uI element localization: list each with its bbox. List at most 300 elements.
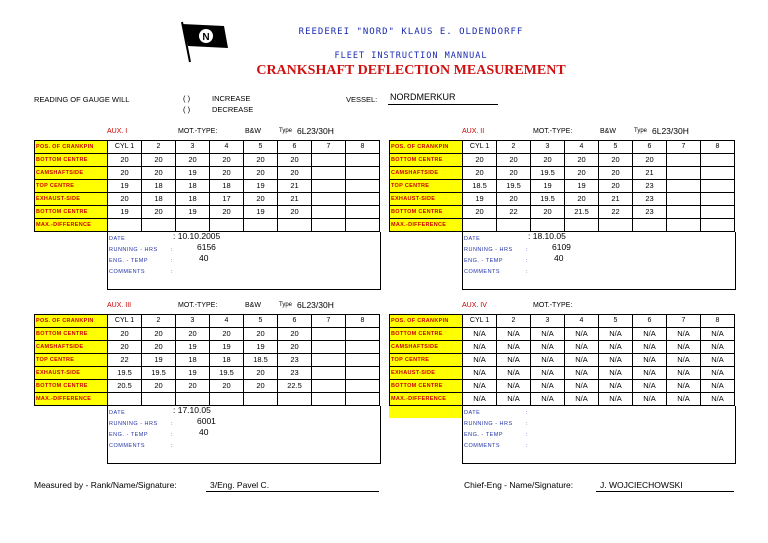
aux-name: AUX. II (462, 128, 485, 135)
comments-label: COMMENTS (109, 443, 146, 449)
running-hours-value[interactable]: 6156 (197, 242, 216, 252)
reading-cell[interactable]: 17 (210, 193, 244, 206)
engine-temp-value[interactable]: 40 (554, 253, 564, 263)
column-header: 6 (278, 315, 312, 328)
vessel-label: VESSEL: (346, 95, 378, 104)
reading-cell[interactable]: 20 (244, 328, 278, 341)
reading-cell[interactable]: 19 (142, 354, 176, 367)
reading-cell[interactable] (667, 180, 701, 193)
mot-type-label: MOT.-TYPE: (533, 128, 573, 135)
column-header: 4 (210, 141, 244, 154)
reading-cell[interactable]: N/A (701, 380, 735, 393)
colon-separator: : (171, 443, 174, 449)
reading-cell[interactable] (667, 219, 701, 232)
reading-cell[interactable]: 19 (244, 206, 278, 219)
reading-cell[interactable]: 20 (599, 154, 633, 167)
reading-cell[interactable]: N/A (633, 328, 667, 341)
reading-cell[interactable] (142, 393, 176, 406)
reading-cell[interactable]: 20 (142, 328, 176, 341)
reading-cell[interactable]: N/A (599, 354, 633, 367)
row-label: CAMSHAFTSIDE (390, 341, 463, 354)
comments-label: COMMENTS (109, 269, 146, 275)
increase-label: INCREASE (212, 94, 251, 103)
reading-cell[interactable] (346, 219, 380, 232)
table-row (35, 167, 380, 180)
chief-eng-label: Chief-Eng - Name/Signature: (464, 480, 574, 490)
reading-cell[interactable]: 19 (531, 180, 565, 193)
reading-cell[interactable] (346, 380, 380, 393)
reading-cell[interactable]: 20 (244, 167, 278, 180)
reading-cell[interactable]: 20 (142, 154, 176, 167)
reading-cell[interactable]: 19 (463, 193, 497, 206)
engine-type: 6L23/30H (297, 126, 334, 136)
reading-cell[interactable]: 20 (497, 154, 531, 167)
reading-cell[interactable] (108, 393, 142, 406)
reading-cell[interactable]: N/A (531, 328, 565, 341)
reading-cell[interactable]: N/A (463, 354, 497, 367)
aux-name: AUX. III (107, 302, 132, 309)
reading-cell[interactable]: 20 (176, 380, 210, 393)
chief-eng-value: J. WOJCIECHOWSKI (600, 480, 683, 490)
reading-cell[interactable]: N/A (599, 393, 633, 406)
reading-cell[interactable]: 19 (244, 341, 278, 354)
reading-cell[interactable] (346, 154, 380, 167)
info-box (107, 406, 381, 464)
reading-cell[interactable]: N/A (463, 393, 497, 406)
column-header: 5 (599, 315, 633, 328)
reading-cell[interactable]: 19 (176, 341, 210, 354)
reading-cell[interactable] (312, 206, 346, 219)
reading-cell[interactable]: 20 (108, 328, 142, 341)
column-header: 8 (346, 315, 380, 328)
reading-cell[interactable]: 20 (244, 193, 278, 206)
reading-cell[interactable]: N/A (599, 341, 633, 354)
reading-cell[interactable]: N/A (599, 328, 633, 341)
reading-cell[interactable] (701, 154, 735, 167)
table-row (35, 219, 380, 232)
reading-cell[interactable] (565, 219, 599, 232)
reading-cell[interactable] (312, 167, 346, 180)
column-header: 3 (176, 141, 210, 154)
reading-cell[interactable]: 20 (142, 341, 176, 354)
deflection-table (34, 140, 380, 232)
reading-cell[interactable]: 21.5 (565, 206, 599, 219)
reading-cell[interactable]: 20 (599, 180, 633, 193)
chief-eng-line (596, 491, 734, 492)
reading-cell[interactable]: 21 (278, 193, 312, 206)
reading-cell[interactable]: 21 (278, 180, 312, 193)
reading-cell[interactable]: N/A (633, 380, 667, 393)
reading-cell[interactable]: 18 (210, 354, 244, 367)
engine-make: B&W (245, 128, 261, 135)
reading-cell[interactable] (244, 393, 278, 406)
engine-type: 6L23/30H (652, 126, 689, 136)
reading-cell[interactable]: 22 (497, 206, 531, 219)
reading-cell[interactable] (210, 219, 244, 232)
reading-cell[interactable]: N/A (531, 393, 565, 406)
measured-by-value: 3/Eng. Pavel C. (210, 480, 270, 490)
reading-cell[interactable]: 20 (497, 167, 531, 180)
date-value[interactable]: : 10.10.2005 (173, 231, 221, 241)
column-header: 6 (633, 141, 667, 154)
reading-cell[interactable] (312, 219, 346, 232)
reading-cell[interactable]: N/A (701, 341, 735, 354)
engine-temp-value[interactable]: 40 (199, 253, 209, 263)
reading-cell[interactable]: 20 (210, 154, 244, 167)
reading-cell[interactable] (244, 219, 278, 232)
reading-cell[interactable] (667, 206, 701, 219)
reading-cell[interactable]: 21 (633, 167, 667, 180)
decrease-checkbox[interactable]: ( ) (183, 105, 191, 114)
row-label: BOTTOM CENTRE (35, 380, 108, 393)
column-header: 5 (244, 141, 278, 154)
column-header: 3 (531, 141, 565, 154)
type-label: Type (634, 128, 648, 134)
reading-cell[interactable]: 20 (142, 167, 176, 180)
reading-cell[interactable]: 20 (108, 167, 142, 180)
deflection-table (389, 314, 735, 406)
reading-cell[interactable]: 18.5 (463, 180, 497, 193)
colon-separator: : (526, 258, 529, 264)
row-label: TOP CENTRE (390, 180, 463, 193)
reading-cell[interactable]: 20.5 (108, 380, 142, 393)
reading-cell[interactable] (463, 219, 497, 232)
colon-separator: : (526, 269, 529, 275)
column-header: 7 (312, 141, 346, 154)
reading-cell[interactable]: 19.5 (497, 180, 531, 193)
reading-cell[interactable]: 20 (142, 380, 176, 393)
colon-separator: : (526, 432, 529, 438)
reading-cell[interactable]: N/A (701, 393, 735, 406)
reading-cell[interactable] (312, 367, 346, 380)
reading-cell[interactable]: N/A (667, 393, 701, 406)
reading-cell[interactable]: 20 (278, 206, 312, 219)
reading-cell[interactable]: N/A (463, 328, 497, 341)
row-label: POS. OF CRANKPIN (390, 141, 463, 154)
reading-cell[interactable]: 20 (565, 154, 599, 167)
reading-cell[interactable] (312, 341, 346, 354)
column-header: 5 (599, 141, 633, 154)
reading-cell[interactable] (346, 193, 380, 206)
reading-cell[interactable]: 18.5 (244, 354, 278, 367)
reading-cell[interactable]: 19 (210, 341, 244, 354)
reading-cell[interactable]: 20 (565, 193, 599, 206)
reading-cell[interactable] (312, 180, 346, 193)
reading-cell[interactable]: 19 (108, 206, 142, 219)
reading-cell[interactable] (667, 154, 701, 167)
reading-cell[interactable] (312, 154, 346, 167)
reading-cell[interactable]: N/A (599, 367, 633, 380)
table-row (390, 341, 735, 354)
table-row (35, 154, 380, 167)
row-label: BOTTOM CENTRE (390, 206, 463, 219)
reading-cell[interactable] (210, 393, 244, 406)
reading-cell[interactable]: N/A (565, 380, 599, 393)
reading-cell[interactable] (701, 219, 735, 232)
reading-cell[interactable]: 19 (176, 167, 210, 180)
column-header: CYL 1 (463, 315, 497, 328)
reading-cell[interactable]: N/A (565, 354, 599, 367)
reading-cell[interactable]: 19 (565, 180, 599, 193)
colon-separator: : (526, 410, 529, 416)
reading-cell[interactable]: 20 (463, 167, 497, 180)
reading-cell[interactable] (278, 219, 312, 232)
reading-cell[interactable]: 19.5 (210, 367, 244, 380)
row-label: BOTTOM CENTRE (35, 206, 108, 219)
reading-cell[interactable]: N/A (667, 341, 701, 354)
table-row (390, 167, 735, 180)
reading-cell[interactable] (312, 193, 346, 206)
reading-cell[interactable]: 19.5 (531, 167, 565, 180)
row-label: TOP CENTRE (35, 354, 108, 367)
reading-cell[interactable]: N/A (633, 393, 667, 406)
reading-cell[interactable] (346, 167, 380, 180)
reading-cell[interactable] (142, 219, 176, 232)
reading-cell[interactable]: 20 (210, 380, 244, 393)
row-label: MAX.-DIFFERENCE (35, 219, 108, 232)
reading-cell[interactable] (346, 367, 380, 380)
measured-by-label: Measured by - Rank/Name/Signature: (34, 480, 177, 490)
reading-cell[interactable]: 22.5 (278, 380, 312, 393)
reading-cell[interactable] (176, 393, 210, 406)
reading-cell[interactable]: 20 (176, 328, 210, 341)
type-label: Type (279, 302, 293, 308)
reading-cell[interactable] (633, 219, 667, 232)
reading-cell[interactable]: N/A (667, 367, 701, 380)
reading-cell[interactable]: 19 (244, 180, 278, 193)
reading-cell[interactable] (701, 167, 735, 180)
running-hours-value[interactable]: 6001 (197, 416, 216, 426)
table-row (390, 219, 735, 232)
reading-cell[interactable]: N/A (463, 367, 497, 380)
reading-cell[interactable] (701, 193, 735, 206)
reading-cell[interactable] (531, 219, 565, 232)
gauge-reading-label: READING OF GAUGE WILL (34, 95, 130, 104)
reading-cell[interactable] (667, 193, 701, 206)
reading-cell[interactable] (312, 328, 346, 341)
reading-cell[interactable]: 20 (108, 193, 142, 206)
reading-cell[interactable]: N/A (497, 367, 531, 380)
reading-cell[interactable]: N/A (701, 354, 735, 367)
reading-cell[interactable]: N/A (531, 367, 565, 380)
colon-separator: : (171, 421, 174, 427)
reading-cell[interactable]: N/A (497, 341, 531, 354)
table-row (390, 354, 735, 367)
reading-cell[interactable]: N/A (633, 367, 667, 380)
row-label: TOP CENTRE (390, 354, 463, 367)
reading-cell[interactable]: 20 (210, 167, 244, 180)
reading-cell[interactable]: N/A (497, 380, 531, 393)
table-row (35, 206, 380, 219)
reading-cell[interactable]: 23 (633, 193, 667, 206)
table-row (35, 180, 380, 193)
reading-cell[interactable] (346, 328, 380, 341)
reading-cell[interactable]: N/A (667, 380, 701, 393)
reading-cell[interactable]: 18 (142, 193, 176, 206)
reading-cell[interactable]: N/A (531, 354, 565, 367)
reading-cell[interactable] (346, 206, 380, 219)
reading-cell[interactable]: 20 (108, 154, 142, 167)
reading-cell[interactable]: N/A (667, 354, 701, 367)
reading-cell[interactable]: N/A (599, 380, 633, 393)
reading-cell[interactable] (701, 206, 735, 219)
reading-cell[interactable]: N/A (497, 393, 531, 406)
info-box (107, 232, 381, 290)
reading-cell[interactable]: 20 (244, 367, 278, 380)
reading-cell[interactable] (346, 354, 380, 367)
vessel-underline (388, 104, 498, 105)
column-header: CYL 1 (108, 315, 142, 328)
reading-cell[interactable]: N/A (565, 328, 599, 341)
reading-cell[interactable]: 20 (142, 206, 176, 219)
running-hours-label: RUNNING - HRS (464, 247, 513, 253)
table-row (390, 193, 735, 206)
reading-cell[interactable]: 19.5 (142, 367, 176, 380)
reading-cell[interactable]: 18 (176, 180, 210, 193)
row-label: CAMSHAFTSIDE (390, 167, 463, 180)
colon-separator: : (526, 247, 529, 253)
increase-checkbox[interactable]: ( ) (183, 94, 191, 103)
reading-cell[interactable]: 19 (108, 180, 142, 193)
decrease-label: DECREASE (212, 105, 254, 114)
table-row (35, 380, 380, 393)
reading-cell[interactable]: 20 (599, 167, 633, 180)
reading-cell[interactable]: 20 (278, 341, 312, 354)
reading-cell[interactable]: N/A (497, 328, 531, 341)
date-value[interactable]: : 18.10.05 (528, 231, 566, 241)
reading-cell[interactable]: 20 (210, 206, 244, 219)
engine-type: 6L23/30H (297, 300, 334, 310)
reading-cell[interactable] (346, 180, 380, 193)
table-header-row (35, 315, 380, 328)
type-label: Type (279, 128, 293, 134)
reading-cell[interactable] (599, 219, 633, 232)
reading-cell[interactable]: 22 (108, 354, 142, 367)
reading-cell[interactable]: 20 (278, 167, 312, 180)
label-column-fill (389, 406, 462, 418)
column-header: CYL 1 (108, 141, 142, 154)
column-header: 6 (278, 141, 312, 154)
reading-cell[interactable]: 20 (244, 380, 278, 393)
table-row (390, 393, 735, 406)
row-label: EXHAUST-SIDE (35, 367, 108, 380)
document-title: CRANKSHAFT DEFLECTION MEASUREMENT (256, 63, 566, 78)
reading-cell[interactable] (108, 219, 142, 232)
reading-cell[interactable]: N/A (565, 341, 599, 354)
reading-cell[interactable]: 22 (599, 206, 633, 219)
table-row (390, 154, 735, 167)
column-header: 2 (497, 315, 531, 328)
table-row (35, 354, 380, 367)
comments-label: COMMENTS (464, 443, 501, 449)
date-value[interactable]: : 17.10.05 (173, 405, 211, 415)
reading-cell[interactable]: 18 (176, 193, 210, 206)
column-header: 7 (667, 141, 701, 154)
reading-cell[interactable] (312, 380, 346, 393)
reading-cell[interactable]: N/A (497, 354, 531, 367)
comments-label: COMMENTS (464, 269, 501, 275)
reading-cell[interactable]: 20 (633, 154, 667, 167)
column-header: 5 (244, 315, 278, 328)
reading-cell[interactable]: 23 (278, 367, 312, 380)
reading-cell[interactable]: N/A (633, 354, 667, 367)
reading-cell[interactable] (346, 341, 380, 354)
reading-cell[interactable]: 23 (278, 354, 312, 367)
engine-make: B&W (245, 302, 261, 309)
reading-cell[interactable] (701, 180, 735, 193)
reading-cell[interactable]: 20 (531, 154, 565, 167)
reading-cell[interactable] (312, 393, 346, 406)
reading-cell[interactable]: N/A (633, 341, 667, 354)
reading-cell[interactable]: 20 (278, 154, 312, 167)
reading-cell[interactable]: N/A (565, 393, 599, 406)
reading-cell[interactable]: 20 (463, 154, 497, 167)
column-header: 4 (565, 141, 599, 154)
engine-temp-value[interactable]: 40 (199, 427, 209, 437)
running-hours-value[interactable]: 6109 (552, 242, 571, 252)
reading-cell[interactable]: N/A (701, 367, 735, 380)
colon-separator: : (526, 443, 529, 449)
reading-cell[interactable]: N/A (565, 367, 599, 380)
reading-cell[interactable]: N/A (463, 380, 497, 393)
table-row (35, 341, 380, 354)
engine-temp-label: ENG. - TEMP (109, 258, 149, 264)
reading-cell[interactable] (176, 219, 210, 232)
reading-cell[interactable]: 20 (565, 167, 599, 180)
reading-cell[interactable]: 19 (176, 206, 210, 219)
reading-cell[interactable]: 21 (599, 193, 633, 206)
reading-cell[interactable]: 19.5 (108, 367, 142, 380)
row-label: POS. OF CRANKPIN (390, 315, 463, 328)
row-label: BOTTOM CENTRE (390, 328, 463, 341)
reading-cell[interactable]: 23 (633, 206, 667, 219)
reading-cell[interactable]: N/A (667, 328, 701, 341)
reading-cell[interactable] (312, 354, 346, 367)
reading-cell[interactable]: N/A (463, 341, 497, 354)
reading-cell[interactable]: 20 (244, 154, 278, 167)
reading-cell[interactable]: 19 (176, 367, 210, 380)
reading-cell[interactable]: 18 (142, 180, 176, 193)
reading-cell[interactable]: 20 (176, 154, 210, 167)
table-row (390, 328, 735, 341)
column-header: CYL 1 (463, 141, 497, 154)
engine-temp-label: ENG. - TEMP (464, 432, 504, 438)
reading-cell[interactable]: 20 (278, 328, 312, 341)
reading-cell[interactable]: N/A (531, 341, 565, 354)
reading-cell[interactable]: 23 (633, 180, 667, 193)
reading-cell[interactable]: 20 (497, 193, 531, 206)
reading-cell[interactable] (346, 393, 380, 406)
reading-cell[interactable]: 18 (210, 180, 244, 193)
reading-cell[interactable]: N/A (701, 328, 735, 341)
table-row (390, 380, 735, 393)
deflection-table (34, 314, 380, 406)
table-row (35, 367, 380, 380)
reading-cell[interactable]: 20 (531, 206, 565, 219)
reading-cell[interactable]: N/A (531, 380, 565, 393)
reading-cell[interactable]: 20 (210, 328, 244, 341)
reading-cell[interactable]: 20 (108, 341, 142, 354)
reading-cell[interactable]: 19.5 (531, 193, 565, 206)
colon-separator: : (526, 421, 529, 427)
reading-cell[interactable]: 20 (463, 206, 497, 219)
reading-cell[interactable] (667, 167, 701, 180)
reading-cell[interactable]: 18 (176, 354, 210, 367)
reading-cell[interactable] (278, 393, 312, 406)
measured-by-line (206, 491, 379, 492)
reading-cell[interactable] (497, 219, 531, 232)
row-label: EXHAUST-SIDE (390, 193, 463, 206)
